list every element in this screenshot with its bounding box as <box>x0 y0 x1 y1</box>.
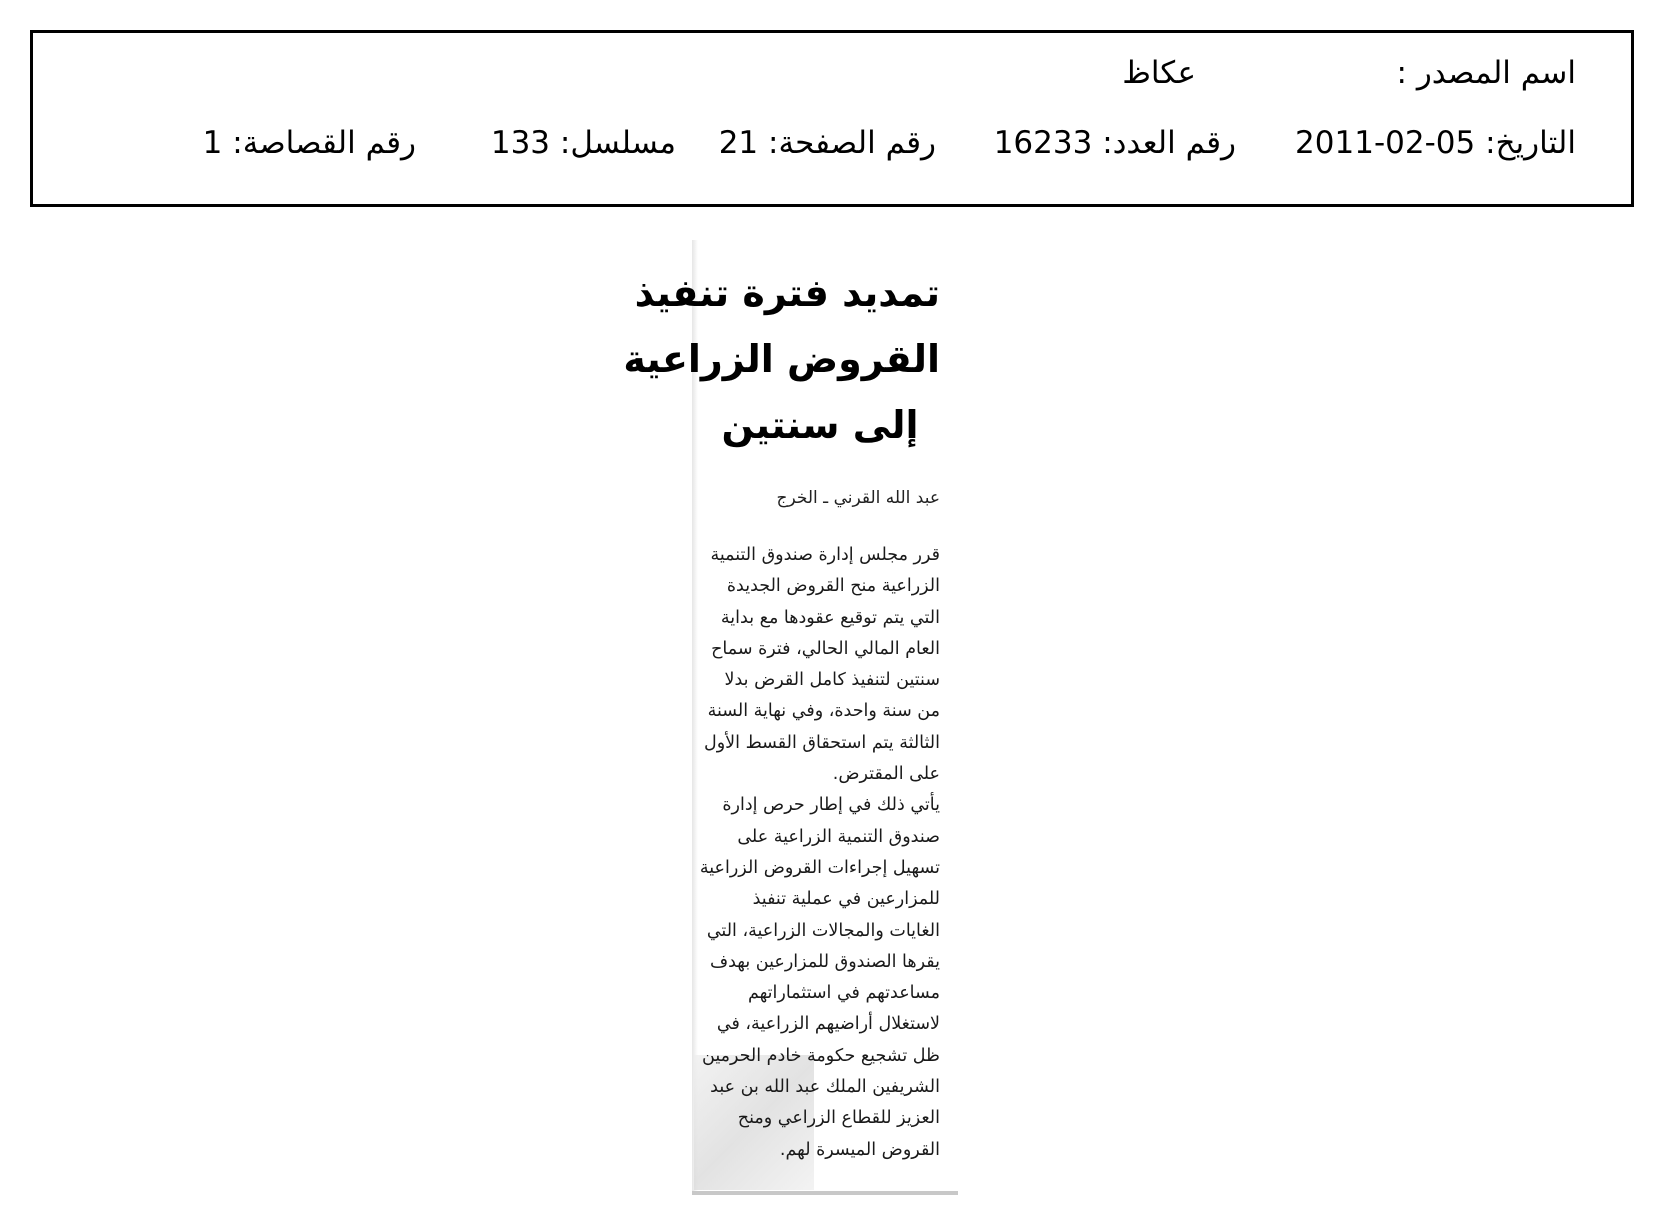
body-line: يأتي ذلك في إطار حرص إدارة <box>722 795 940 816</box>
source-row <box>1397 53 1576 93</box>
serial-field <box>491 123 676 163</box>
body-line: تسهيل إجراءات القروض الزراعية <box>699 857 940 878</box>
page-label: رقم الصفحة: <box>768 125 936 161</box>
page-value: 21 <box>718 125 759 161</box>
clipping-info-header <box>30 30 1634 207</box>
date-value: 2011-02-05 <box>1295 125 1476 161</box>
body-line: صندوق التنمية الزراعية على <box>737 826 940 847</box>
body-line: من سنة واحدة، وفي نهاية السنة <box>707 701 940 722</box>
body-line: ظل تشجيع حكومة خادم الحرمين <box>702 1045 940 1066</box>
body-line: قرر مجلس إدارة صندوق التنمية <box>710 545 940 565</box>
clipping-field <box>203 123 416 163</box>
date-label: التاريخ: <box>1485 125 1576 161</box>
body-line: لاستغلال أراضيهم الزراعية، في <box>716 1014 940 1035</box>
body-line: التي يتم توقيع عقودها مع بداية <box>720 607 940 628</box>
body-line: سنتين لتنفيذ كامل القرض بدلا <box>724 670 940 691</box>
serial-label: مسلسل: <box>559 125 676 161</box>
body-line: مساعدتهم في استثماراتهم <box>747 983 940 1004</box>
date-field <box>1295 123 1576 163</box>
body-line: القروض الميسرة لهم. <box>779 1139 940 1160</box>
body-line: العزيز للقطاع الزراعي ومنح <box>737 1108 940 1129</box>
serial-value: 133 <box>490 125 551 161</box>
body-line: الثالثة يتم استحقاق القسط الأول <box>704 732 940 753</box>
headline-line: تمديد فترة تنفيذ <box>634 271 940 315</box>
headline-line: القروض الزراعية <box>623 337 940 381</box>
body-line: الشريفين الملك عبد الله بن عبد <box>710 1077 940 1098</box>
article-headline <box>623 260 940 458</box>
issue-value: 16233 <box>993 125 1093 161</box>
source-label: اسم المصدر : <box>1396 55 1576 91</box>
source-value-cell <box>1122 53 1196 93</box>
body-line: على المقترض. <box>832 764 940 785</box>
body-line: الزراعية منح القروض الجديدة <box>726 576 940 597</box>
source-value: عكاظ <box>1122 55 1196 91</box>
article-byline: عبد الله القرني ـ الخرج <box>776 488 940 508</box>
page-field <box>719 123 936 163</box>
article-body <box>692 540 940 1166</box>
body-line: للمزارعين في عملية تنفيذ <box>752 889 940 910</box>
body-line: العام المالي الحالي، فترة سماح <box>711 638 940 659</box>
clipping-label: رقم القصاصة: <box>232 125 416 161</box>
clipping-value: 1 <box>202 125 223 161</box>
body-line: يقرها الصندوق للمزارعين بهدف <box>709 951 940 972</box>
newspaper-clipping <box>623 240 958 1195</box>
issue-field <box>994 123 1236 163</box>
body-line: الغايات والمجالات الزراعية، التي <box>706 920 940 941</box>
issue-label: رقم العدد: <box>1102 125 1236 161</box>
headline-line: إلى سنتين <box>721 403 919 447</box>
clipping-bottom-edge <box>692 1191 958 1195</box>
